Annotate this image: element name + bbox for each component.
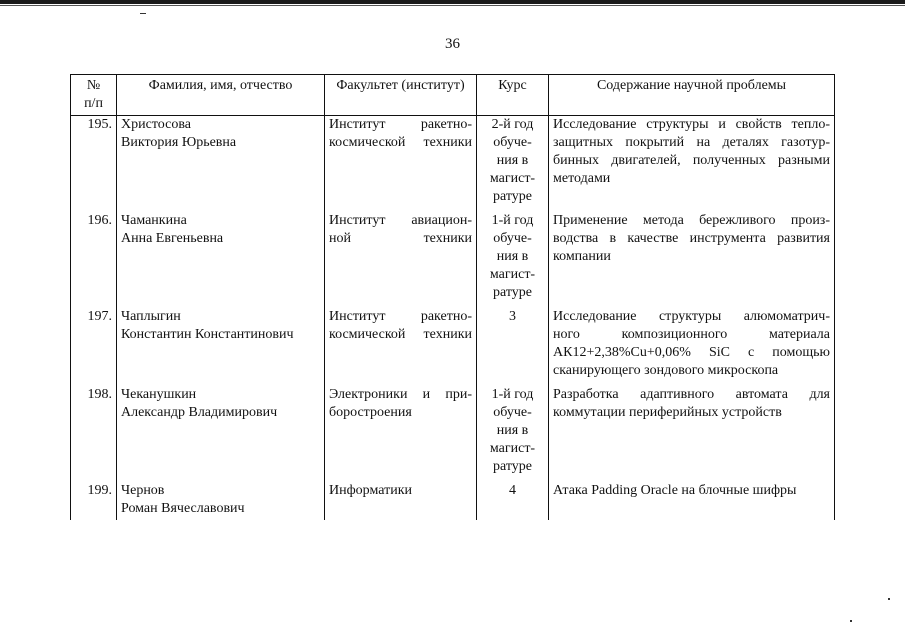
student-name-line: Христосова bbox=[121, 117, 191, 132]
research-topic-line: защитных покрытий на деталях газотур- bbox=[553, 135, 830, 150]
top-border-rule-thin bbox=[0, 5, 905, 6]
research-topic-line: коммутации периферийных устройств bbox=[553, 405, 782, 420]
course-value-line: 3 bbox=[509, 309, 516, 324]
student-name-line: Александр Владимирович bbox=[121, 405, 278, 420]
research-topic bbox=[549, 116, 835, 209]
research-topic-line: Исследование структуры и свойств тепло- bbox=[553, 117, 830, 132]
faculty-name-line: космической техники bbox=[329, 135, 472, 150]
faculty-name bbox=[325, 304, 477, 382]
course-value-line: магист- bbox=[489, 441, 536, 456]
research-topic-line: Исследование структуры алюмоматрич- bbox=[553, 309, 830, 324]
faculty-name bbox=[325, 116, 477, 209]
course-value-line: магист- bbox=[489, 171, 536, 186]
research-topic bbox=[549, 304, 835, 382]
course-value-line: 1-й год bbox=[491, 213, 534, 228]
course-value-line: ратуре bbox=[493, 189, 532, 204]
top-border-rule bbox=[0, 0, 905, 4]
table-row bbox=[71, 382, 835, 478]
header-number: № п/п bbox=[71, 75, 117, 116]
faculty-name-line: Институт ракетно- bbox=[329, 309, 472, 324]
course-value-line: ратуре bbox=[493, 285, 532, 300]
student-name-line: Чаплыгин bbox=[121, 309, 181, 324]
faculty-name bbox=[325, 208, 477, 304]
row-number: 198. bbox=[71, 382, 117, 478]
students-table bbox=[70, 74, 835, 520]
header-course: Курс bbox=[477, 75, 549, 116]
research-topic-line: сканирующего зондового микроскопа bbox=[553, 363, 779, 378]
research-topic-line: Разработка адаптивного автомата для bbox=[553, 387, 830, 402]
row-number: 199. bbox=[71, 478, 117, 520]
faculty-name-line: ной техники bbox=[329, 231, 472, 246]
table-header-row bbox=[71, 75, 835, 116]
course-value-line: 1-й год bbox=[491, 387, 534, 402]
research-topic-line: Применение метода бережливого произ- bbox=[553, 213, 830, 228]
scan-speck bbox=[850, 620, 852, 622]
faculty-name bbox=[325, 478, 477, 520]
faculty-name-line: Институт авиацион- bbox=[329, 213, 472, 228]
course-value bbox=[477, 382, 549, 478]
student-name bbox=[117, 382, 325, 478]
student-name bbox=[117, 208, 325, 304]
header-name: Фамилия, имя, отчество bbox=[117, 75, 325, 116]
faculty-name-line: боростроения bbox=[329, 405, 412, 420]
research-topic bbox=[549, 208, 835, 304]
row-number: 196. bbox=[71, 208, 117, 304]
course-value-line: обуче- bbox=[493, 231, 532, 246]
faculty-name bbox=[325, 382, 477, 478]
student-name-line: Константин Константинович bbox=[121, 327, 294, 342]
course-value bbox=[477, 304, 549, 382]
student-name bbox=[117, 478, 325, 520]
header-faculty: Факультет (институт) bbox=[325, 75, 477, 116]
course-value-line: обуче- bbox=[493, 135, 532, 150]
faculty-name-line: космической техники bbox=[329, 327, 472, 342]
research-topic-line: бинных двигателей, полученных разными bbox=[553, 153, 830, 168]
row-number: 195. bbox=[71, 116, 117, 209]
course-value-line: обуче- bbox=[493, 405, 532, 420]
table-row bbox=[71, 304, 835, 382]
student-name bbox=[117, 116, 325, 209]
student-name-line: Анна Евгеньевна bbox=[121, 231, 224, 246]
student-name-line: Виктория Юрьевна bbox=[121, 135, 237, 150]
research-topic bbox=[549, 382, 835, 478]
student-name bbox=[117, 304, 325, 382]
table-row bbox=[71, 478, 835, 520]
research-topic-line: водства в качестве инструмента развития bbox=[553, 231, 830, 246]
course-value bbox=[477, 478, 549, 520]
scan-speck bbox=[140, 13, 146, 14]
faculty-name-line: Институт ракетно- bbox=[329, 117, 472, 132]
research-topic-line: АК12+2,38%Cu+0,06% SiC с помощью bbox=[553, 345, 830, 360]
table-row bbox=[71, 116, 835, 209]
course-value-line: 2-й год bbox=[491, 117, 534, 132]
row-number: 197. bbox=[71, 304, 117, 382]
course-value-line: 4 bbox=[509, 483, 516, 498]
research-topic-line: компании bbox=[553, 249, 611, 264]
research-topic bbox=[549, 478, 835, 520]
course-value-line: ратуре bbox=[493, 459, 532, 474]
course-value-line: ния в bbox=[496, 249, 529, 264]
student-name-line: Чеканушкин bbox=[121, 387, 197, 402]
student-name-line: Чернов bbox=[121, 483, 165, 498]
scan-speck bbox=[888, 598, 890, 600]
table-row bbox=[71, 208, 835, 304]
student-name-line: Роман Вячеславович bbox=[121, 501, 245, 516]
faculty-name-line: Информатики bbox=[329, 483, 412, 498]
header-topic: Содержание научной проблемы bbox=[549, 75, 835, 116]
research-topic-line: Атака Padding Oracle на блочные шифры bbox=[553, 483, 797, 498]
course-value bbox=[477, 116, 549, 209]
faculty-name-line: Электроники и при- bbox=[329, 387, 472, 402]
page-number: 36 bbox=[445, 36, 460, 52]
research-topic-line: ного композиционного материала bbox=[553, 327, 830, 342]
course-value-line: ния в bbox=[496, 153, 529, 168]
student-name-line: Чаманкина bbox=[121, 213, 187, 228]
research-topic-line: методами bbox=[553, 171, 611, 186]
course-value bbox=[477, 208, 549, 304]
course-value-line: магист- bbox=[489, 267, 536, 282]
course-value-line: ния в bbox=[496, 423, 529, 438]
